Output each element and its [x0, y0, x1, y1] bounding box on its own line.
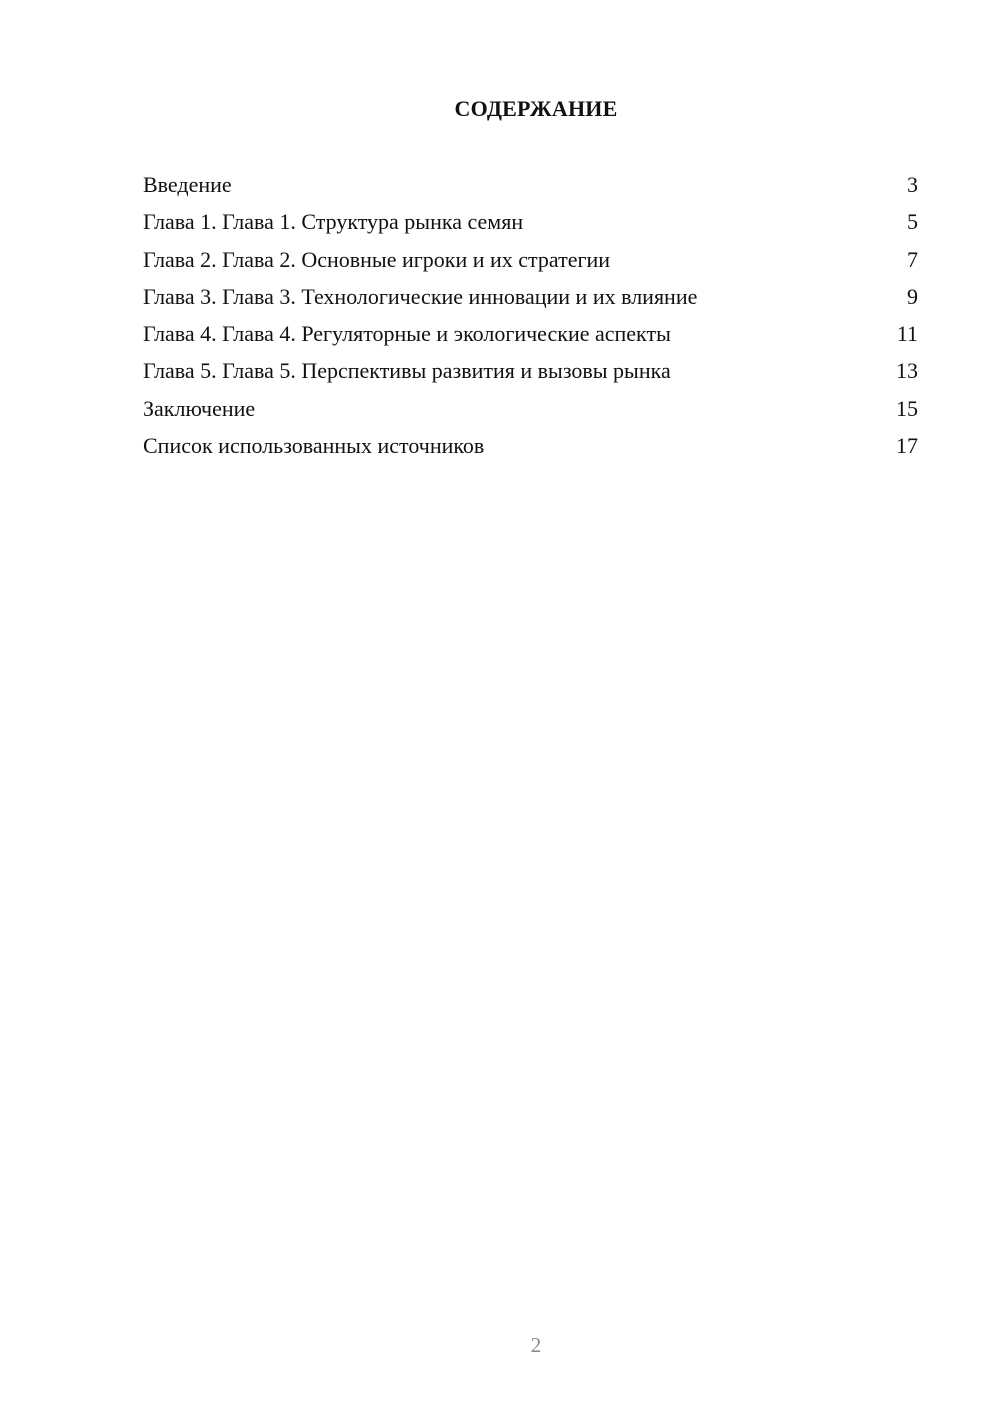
toc-entry-chapter-5	[143, 354, 918, 391]
toc-entry-conclusion	[143, 392, 918, 429]
toc-entry-label: Глава 2. Глава 2. Основные игроки и их стратегии	[143, 246, 611, 272]
toc-entry-page: 9	[907, 283, 918, 309]
toc-entry-label: Глава 5. Глава 5. Перспективы развития и вызовы рынка	[143, 358, 671, 384]
toc-entry-page: 3	[907, 172, 918, 197]
toc-entry-page: 11	[896, 321, 918, 347]
toc-entry-label: Глава 4. Глава 4. Регуляторные и экологические аспекты	[143, 321, 671, 347]
toc-entry-page: 7	[907, 246, 918, 272]
toc-entry-page: 5	[907, 209, 918, 235]
toc-entry-chapter-2	[143, 243, 918, 280]
toc-entry-references	[143, 429, 918, 466]
toc-entry-introduction	[143, 168, 918, 205]
table-of-contents	[143, 168, 918, 466]
page-number: 2	[530, 1333, 542, 1357]
toc-entry-label: Глава 1. Глава 1. Структура рынка семян	[143, 209, 524, 235]
toc-entry-chapter-4	[143, 317, 918, 354]
toc-entry-label: Глава 3. Глава 3. Технологические инновации и их влияние	[143, 283, 698, 309]
toc-entry-label: Заключение	[143, 395, 256, 421]
toc-entry-page: 17	[896, 433, 918, 459]
toc-entry-page: 15	[896, 395, 918, 421]
toc-entry-chapter-1	[143, 205, 918, 242]
toc-entry-chapter-3	[143, 280, 918, 317]
toc-entry-label: Введение	[143, 172, 232, 197]
toc-entry-label: Список использованных источников	[143, 433, 485, 459]
toc-entry-page: 13	[896, 358, 918, 384]
page-title: СОДЕРЖАНИЕ	[454, 96, 618, 121]
